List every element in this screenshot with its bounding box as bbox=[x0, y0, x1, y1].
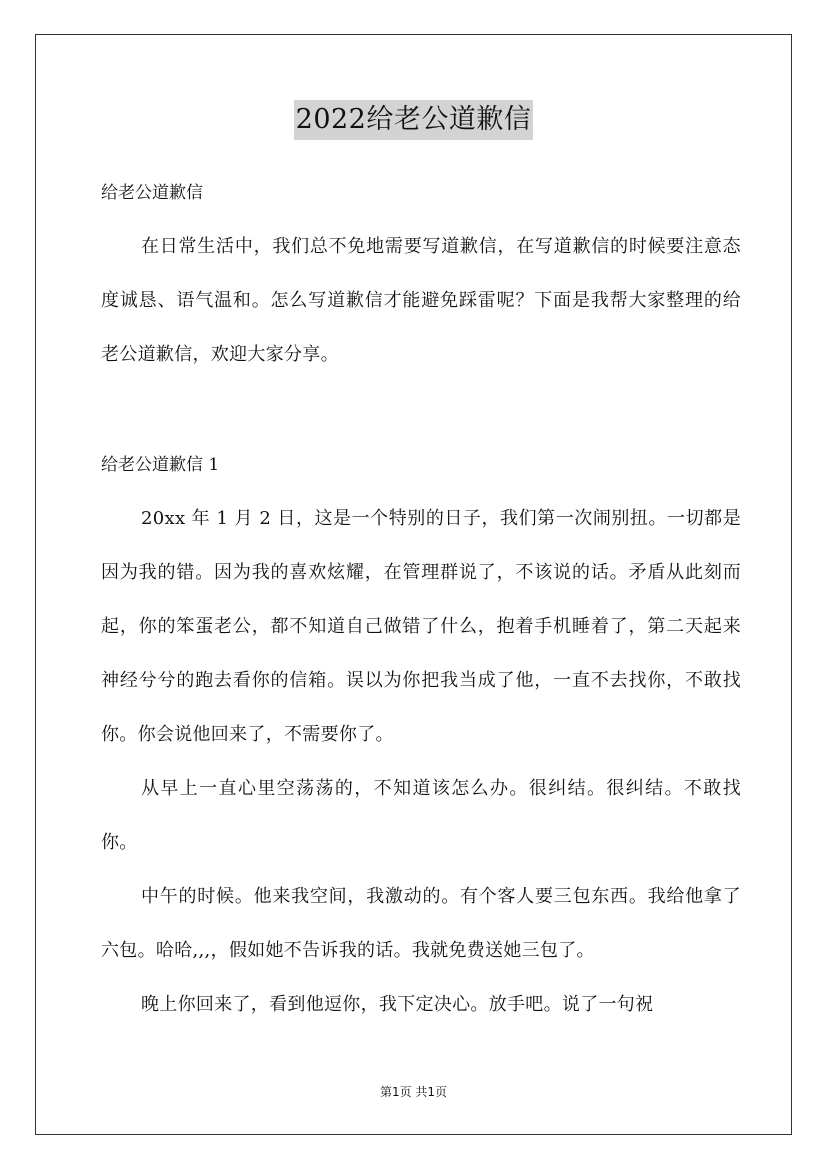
document-title: 2022给老公道歉信 bbox=[294, 100, 534, 140]
body-paragraph-1: 20xx 年 1 月 2 日，这是一个特别的日子，我们第一次闹别扭。一切都是因为我的错。因为我的喜欢炫耀，在管理群说了，不该说的话。矛盾从此刻而起，你的笨蛋老公，都不知道自己做错了什么，抱着手机睡着了，第二天起来神经兮兮的跑去看你的信箱。误以为你把我当成了他，一直不去找你，不敢找你。你会说他回来了，不需要你了。 bbox=[101, 508, 741, 745]
body-paragraph-4: 晚上你回来了，看到他逗你，我下定决心。放手吧。说了一句祝 bbox=[141, 994, 654, 1015]
title-container bbox=[0, 100, 827, 140]
page-footer: 第1页 共1页 bbox=[379, 1085, 448, 1099]
intro-paragraph: 在日常生活中，我们总不免地需要写道歉信，在写道歉信的时候要注意态度诚恳、语气温和。怎么写道歉信才能避免踩雷呢？下面是我帮大家整理的给老公道歉信，欢迎大家分享。 bbox=[101, 236, 741, 365]
body-paragraph-3: 中午的时候。他来我空间，我激动的。有个客人要三包东西。我给他拿了六包。哈哈,,,，假如她不告诉我的话。我就免费送她三包了。 bbox=[101, 886, 741, 961]
letter-heading: 给老公道歉信 1 bbox=[101, 455, 220, 475]
body-paragraph-2: 从早上一直心里空荡荡的，不知道该怎么办。很纠结。很纠结。不敢找你。 bbox=[101, 778, 741, 853]
section-heading: 给老公道歉信 bbox=[101, 183, 203, 203]
